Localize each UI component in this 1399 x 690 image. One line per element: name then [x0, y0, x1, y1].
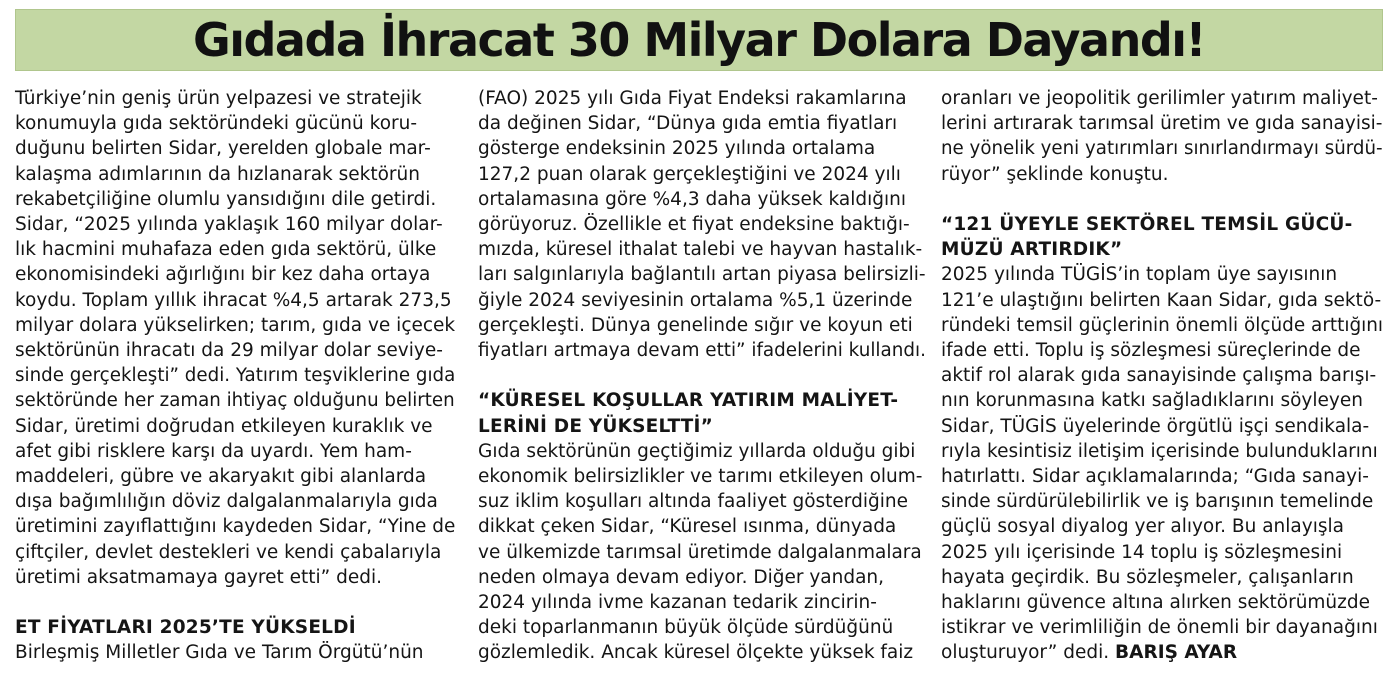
- text-line: fiyatları artmaya devam etti” ifadelerini kullandı.: [478, 340, 926, 362]
- text-line: mızda, küresel ithalat talebi ve hayvan hastalık-: [478, 239, 923, 261]
- text-line: dışa bağımlılığın döviz dalgalanmalarıyla gıda: [15, 491, 438, 513]
- text-line: ortalamasına göre %4,3 daha yüksek kaldığını: [478, 188, 906, 210]
- spacer: [941, 187, 1383, 212]
- text-line: konumuyla gıda sektöründeki gücünü koru-: [15, 113, 418, 135]
- column-3-body: [941, 86, 1383, 187]
- text-line: sektörünün ihracatı da 29 milyar dolar seviye-: [15, 340, 443, 362]
- article-column-1: [15, 86, 455, 666]
- text-line: üretimini zayıflattığını kaydeden Sidar, “Yine de: [15, 516, 456, 538]
- text-line: duğunu belirten Sidar, yerelden globale mar-: [15, 138, 431, 160]
- final-line: [941, 640, 1383, 665]
- text-line: Birleşmiş Milletler Gıda ve Tarım Örgütü’nün: [15, 642, 424, 664]
- text-line: dikkat çeken Sidar, “Küresel ısınma, dünyada: [478, 516, 897, 538]
- text-line: oranları ve jeopolitik gerilimler yatırım maliyet-: [941, 88, 1378, 109]
- column-2-body: [478, 86, 926, 363]
- text-line: ekonomik belirsizlikler ve tarımı etkileyen olum-: [478, 466, 923, 488]
- text-line: koydu. Toplam yıllık ihracat %4,5 artarak 273,5: [15, 289, 452, 311]
- text-line: deki toparlanmanın büyük ölçüde sürdüğünü: [478, 617, 894, 639]
- subhead-kuresel-kosullar: “KÜRESEL KOŞULLAR YATIRIM MALİYET-: [478, 390, 899, 412]
- subhead-121-uyeyle-cont: MÜZÜ ARTIRDIK”: [941, 239, 1123, 261]
- text-line: ları salgınlarıyla bağlantılı artan piyasa belirsizli-: [478, 264, 926, 286]
- text-line: güçlü sosyal diyalog yer alıyor. Bu anlayışla: [941, 516, 1344, 538]
- text-line: neden olmaya devam ediyor. Diğer yandan,: [478, 566, 885, 588]
- text-line: 121’e ulaştığını belirten Kaan Sidar, gıda sektö-: [941, 289, 1382, 311]
- text-line: gözlemledik. Ancak küresel ölçekte yüksek faiz: [478, 642, 914, 664]
- article-column-2: [478, 86, 926, 666]
- text-line: 2025 yılında TÜGİS’in toplam üye sayısının: [941, 264, 1338, 286]
- text-line: afet gibi risklere karşı da uyardı. Yem ham-: [15, 440, 412, 462]
- text-line: ründeki temsil güçlerinin önemli ölçüde arttığını: [941, 314, 1384, 336]
- text-line: hayata geçirdik. Bu sözleşmeler, çalışanların: [941, 566, 1354, 588]
- author-byline: BARIŞ AYAR: [1115, 642, 1238, 664]
- text-line: hatırlattı. Sidar açıklamalarında; “Gıda sanayi-: [941, 466, 1369, 488]
- text-line: (FAO) 2025 yılı Gıda Fiyat Endeksi rakamlarına: [478, 88, 907, 109]
- column-1-body: [15, 86, 455, 590]
- text-line: kalaşma adımlarının da hızlanarak sektörün: [15, 163, 420, 185]
- text-line: istikrar ve verimliliğin de önemli bir dayanağını: [941, 617, 1378, 639]
- text-line: nın korunmasına katkı sağladıklarını söyleyen: [941, 390, 1363, 412]
- text-line: lık hacmini muhafaza eden gıda sektörü, ülke: [15, 239, 437, 261]
- text-line: rıyla kesintisiz iletişim içerisinde bulunduklarını: [941, 440, 1378, 462]
- article-column-3: [941, 86, 1383, 666]
- text-line: lerini artırarak tarımsal üretim ve gıda sanayisi-: [941, 113, 1383, 135]
- text-line: suz iklim koşulları altında faaliyet gösterdiğine: [478, 491, 908, 513]
- text-line: gerçekleşti. Dünya genelinde sığır ve koyun eti: [478, 314, 913, 336]
- text-line: maddeleri, gübre ve akaryakıt gibi alanlarda: [15, 466, 427, 488]
- spacer: [15, 590, 455, 615]
- text-line: üretimi aksatmamaya gayret etti” dedi.: [15, 566, 383, 588]
- text-line: aktif rol alarak gıda sanayisinde çalışma barışı-: [941, 365, 1377, 387]
- headline-banner: [15, 9, 1383, 71]
- final-line-text: oluşturuyor” dedi.: [941, 642, 1110, 664]
- text-line: gösterge endeksinin 2025 yılında ortalama: [478, 138, 876, 160]
- spacer: [478, 363, 926, 388]
- text-line: ve ülkemizde tarımsal üretimde dalgalanmalara: [478, 541, 922, 563]
- text-line: Türkiye’nin geniş ürün yelpazesi ve stratejik: [15, 88, 422, 109]
- text-line: sektöründe her zaman ihtiyaç olduğunu belirten: [15, 390, 455, 412]
- text-line: Sidar, TÜGİS üyelerinde örgütlü işçi sendikala-: [941, 415, 1370, 437]
- text-line: Sidar, “2025 yılında yaklaşık 160 milyar dolar-: [15, 214, 443, 236]
- subhead-121-uyeyle: “121 ÜYEYLE SEKTÖREL TEMSİL GÜCÜ-: [941, 214, 1353, 235]
- text-line: Sidar, üretimi doğrudan etkileyen kuraklık ve: [15, 415, 433, 437]
- text-line: 2025 yılı içerisinde 14 toplu iş sözleşmesini: [941, 541, 1343, 563]
- text-line: sinde sürdürülebilirlik ve iş barışının temelinde: [941, 491, 1374, 513]
- text-line: ne yönelik yeni yatırımları sınırlandırmayı sürdü-: [941, 138, 1383, 160]
- text-line: rekabetçiliğine olumlu yansıdığını dile getirdi.: [15, 188, 437, 210]
- text-line: ekonomisindeki ağırlığını bir kez daha ortaya: [15, 264, 431, 286]
- text-line: ifade etti. Toplu iş sözleşmesi süreçlerinde de: [941, 340, 1361, 362]
- text-line: çiftçiler, devlet destekleri ve kendi çabalarıyla: [15, 541, 442, 563]
- text-line: Gıda sektörünün geçtiğimiz yıllarda olduğu gibi: [478, 440, 916, 462]
- text-line: 127,2 puan olarak gerçekleştiğini ve 2024 yılı: [478, 163, 901, 185]
- subhead-et-fiyatlari: ET FİYATLARI 2025’TE YÜKSELDİ: [15, 617, 356, 639]
- text-line: 2024 yılında ivme kazanan tedarik zincirin-: [478, 592, 877, 614]
- text-line: sinde gerçekleşti” dedi. Yatırım teşviklerine gıda: [15, 365, 456, 387]
- headline: Gıdada İhracat 30 Milyar Dolara Dayandı!: [192, 13, 1206, 67]
- text-line: görüyoruz. Özellikle et fiyat endeksine baktığı-: [478, 214, 910, 236]
- text-line: rüyor” şeklinde konuştu.: [941, 163, 1169, 185]
- subhead-kuresel-kosullar-cont: LERİNİ DE YÜKSELTTİ”: [478, 415, 713, 437]
- text-line: haklarını güvence altına alırken sektörümüzde: [941, 592, 1370, 614]
- text-line: ğiyle 2024 seviyesinin ortalama %5,1 üzerinde: [478, 289, 913, 311]
- text-line: da değinen Sidar, “Dünya gıda emtia fiyatları: [478, 113, 898, 135]
- text-line: milyar dolara yükselirken; tarım, gıda ve içecek: [15, 314, 456, 336]
